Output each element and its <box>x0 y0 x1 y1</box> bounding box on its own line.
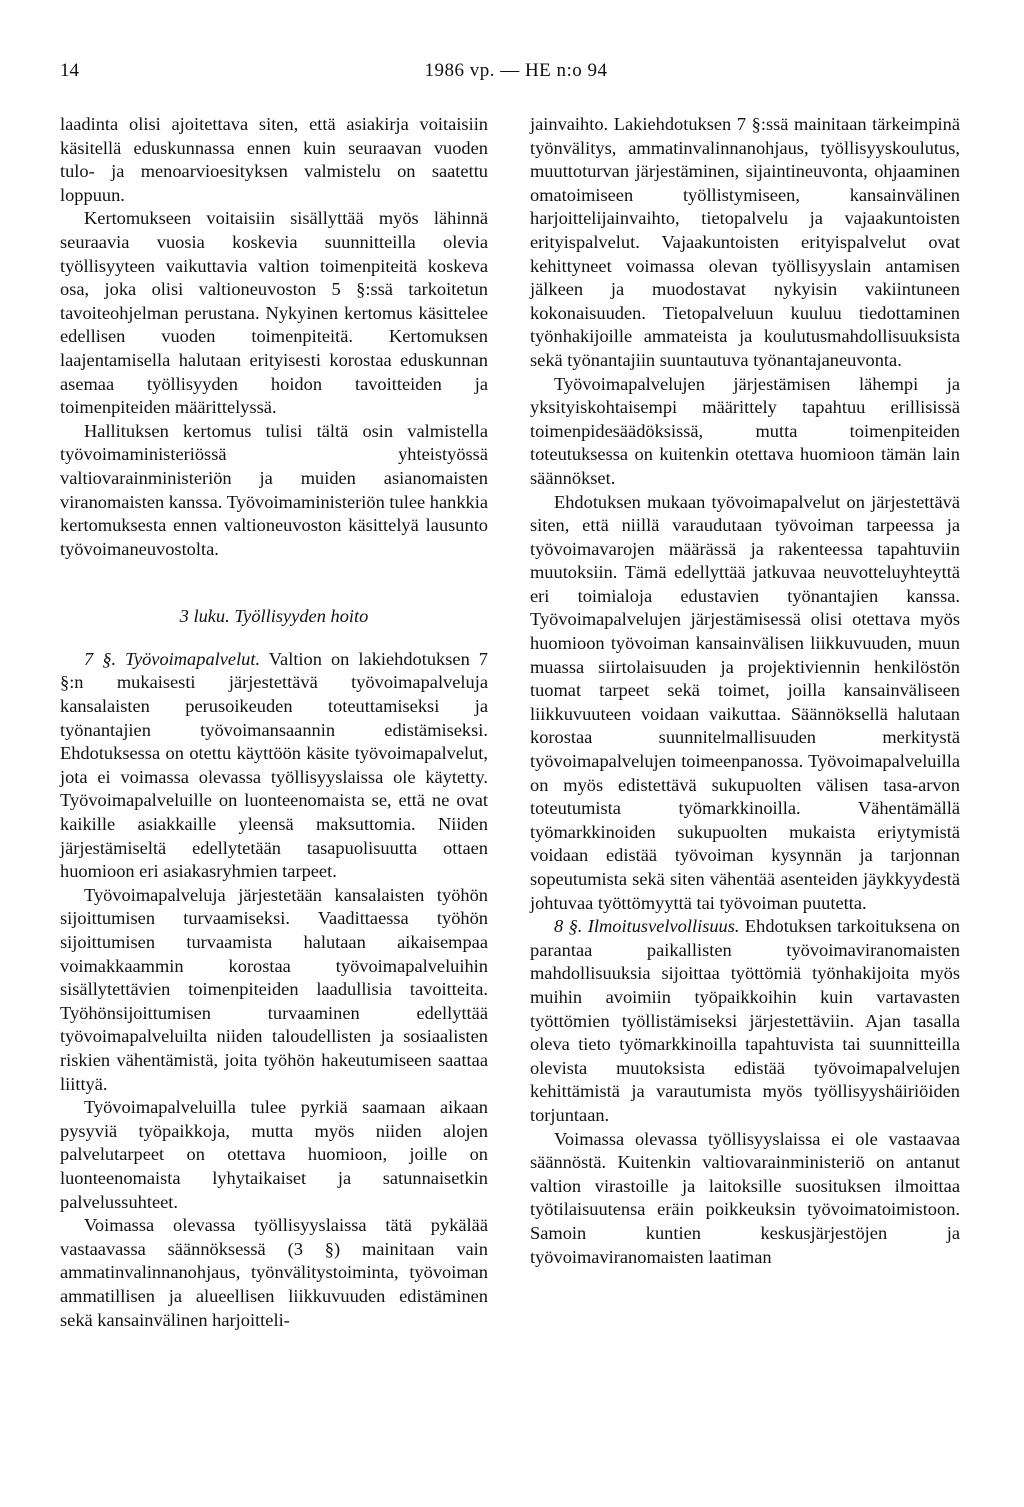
paragraph: Voimassa olevassa työllisyyslaissa tätä pykälää vastaavassa säännöksessä (3 §) mainitaan vain ammatinvalinnanohjaus, työnvälitystoiminta, työvoiman ammatillisen ja alueellisen liikkuvuuden edistäminen sekä kansainvälinen harjoitteli- <box>60 1215 488 1330</box>
chapter-heading: 3 luku. Työllisyyden hoito <box>179 606 369 627</box>
section-title: 7 §. Työvoimapalvelut. <box>84 648 261 669</box>
paragraph: Voimassa olevassa työllisyyslaissa ei ole vastaavaa säännöstä. Kuitenkin valtiovarainministeriö on antanut valtion virastoille ja laitoksille suosituksen ilmoittaa työtilaisuutensa eräin poikkeuksin työvoimatoimistoon. Samoin kuntien keskusjärjestöjen ja työvoimaviranomaisten laatiman <box>530 1128 960 1267</box>
paragraph: laadinta olisi ajoitettava siten, että asiakirja voitaisiin käsitellä eduskunnassa ennen kuin seuraavan vuoden tulo- ja menoarvioesityksen valmistelu on saatettu loppuun. <box>60 114 488 205</box>
section-body: Ehdotuksen tarkoituksena on parantaa paikallisten työvoimaviranomaisten mahdollisuuksia sijoittaa työttömiä työnhakijoita myös muihin avoimiin työpaikkoihin kuin vartavasten työttömien työllistämiseksi järjestettäviin. Ajan tasalla oleva tieto työmarkkinoilla tapahtuvista tai suunnitteilla olevista muutoksista edistää työvoimapalvelujen kehittämistä ja varautumista myös työllisyyshäiriöiden torjuntaan. <box>530 916 961 1125</box>
page-number: 14 <box>60 60 79 81</box>
paragraph: Työvoimapalvelujen järjestämisen lähempi ja yksityiskohtaisempi määrittely tapahtuu erillisissä toimenpidesäädöksissä, mutta toimenpiteiden toteutuksessa on kuitenkin otettava huomioon tämän lain säännökset. <box>530 373 960 488</box>
paragraph: Kertomukseen voitaisiin sisällyttää myös lähinnä seuraavia vuosia koskevia suunnitteilla olevia työllisyyteen vaikuttavia valtion toimenpiteitä koskeva osa, joka olisi valtioneuvoston 5 §:ssä tarkoitetun tavoiteohjelman perustana. Nykyinen kertomus käsittelee edellisen vuoden toimenpiteitä. Kertomuksen laajentamisella halutaan erityisesti korostaa eduskunnan asemaa työllisyyden hoidon tavoitteiden ja toimenpiteiden määrittelyssä. <box>60 208 488 418</box>
paragraph: Ehdotuksen mukaan työvoimapalvelut on järjestettävä siten, että niillä varaudutaan työvoiman tarpeessa ja työvoimavarojen määrässä ja rakenteessa tapahtuviin muutoksiin. Tämä edellyttää jatkuvaa neuvotteluyhteyttä eri toimialoja edustavien työnantajien kanssa. Työvoimapalvelujen järjestämisessä olisi otettava myös huomioon työvoiman kansainvälisen liikkuvuuden, muun muassa siirtolaisuuden ja projektiviennin henkilöstön tuomat tarpeet sekä toimet, joilla kansainväliseen liikkuvuuteen voidaan vaikuttaa. Säännöksellä halutaan korostaa suunnitelmallisuuden merkitystä työvoimapalvelujen toimeenpanossa. Työvoimapalveluilla on myös edistettävä sukupuolten välisen tasa-arvon toteutumista työmarkkinoilla. Vähentämällä työmarkkinoiden sukupuolten mukaista eriytymistä voidaan edistää työvoiman kysynnän ja tarjonnan sopeutumista sekä siten vähentää asenteiden jäykkyydestä johtuvaa työttömyyttä tai työvoiman puutetta. <box>530 491 960 913</box>
paragraph: Työvoimapalveluja järjestetään kansalaisten työhön sijoittumisen turvaamiseksi. Vaadittaessa työhön sijoittumisen turvaamista halutaan aikaisempaa voimakkaammin korostaa työvoimapalveluihin sisällytettävien toimenpiteiden laadullisia tavoitteita. Työhönsijoittumisen turvaaminen edellyttää työvoimapalveluilta niiden taloudellisten ja sosiaalisten riskien vähentämistä, joita työhön hakeutumiseen saattaa liittyä. <box>60 884 488 1094</box>
paragraph: Hallituksen kertomus tulisi tältä osin valmistella työvoimaministeriössä yhteistyössä valtiovarainministeriön ja muiden asianomaisten viranomaisten kanssa. Työvoimaministeriön tulee hankkia kertomuksesta ennen valtioneuvoston käsittelyä lausunto työvoimaneuvostolta. <box>60 420 488 559</box>
paragraph <box>60 648 488 884</box>
section-title: 8 §. Ilmoitusvelvollisuus. <box>554 916 740 937</box>
paragraph: jainvaihto. Lakiehdotuksen 7 §:ssä mainitaan tärkeimpinä työnvälitys, ammatinvalinnanohjaus, työllisyyskoulutus, muuttoturvan järjestäminen, sijaintineuvonta, ohjaaminen omatoimiseen työllistymiseen, kansainvälinen harjoittelijainvaihto, tietopalvelu ja vajaakuntoisten erityispalvelut. Vajaakuntoisten erityispalvelut ovat kehittyneet voimassa olevan työllisyyslain antamisen jälkeen ja muodostavat nykyisin vakiintuneen kokonaisuuden. Tietopalveluun kuuluu tiedottaminen työnhakijoille ammateista ja koulutusmahdollisuuksista sekä työnantajiin suuntautuva työnantajaneuvonta. <box>530 114 960 370</box>
page-header <box>60 60 972 90</box>
section-body: Valtion on lakiehdotuksen 7 §:n mukaisesti järjestettävä työvoimapalveluja kansalaisten perusoikeuden toteuttamiseksi ja työnantajien työvoimansaannin edistämiseksi. Ehdotuksessa on otettu käyttöön käsite työvoimapalvelut, jota ei voimassa olevassa työllisyyslaissa ole käytetty. Työvoimapalveluille on luonteenomaista se, että ne ovat kaikille asiakkaille yleensä maksuttomia. Niiden järjestämiseltä edellytetään tasapuolisuutta ottaen huomioon eri asiakasryhmien tarpeet. <box>60 648 489 882</box>
running-title: 1986 vp. — HE n:o 94 <box>424 60 608 81</box>
paragraph: Työvoimapalveluilla tulee pyrkiä saamaan aikaan pysyviä työpaikkoja, mutta myös niiden alojen palvelutarpeet on otettava huomioon, joille on luonteenomaista lyhytaikaiset ja satunnaisetkin palvelussuhteet. <box>60 1097 488 1212</box>
left-column <box>60 113 488 1332</box>
paragraph <box>530 915 960 1127</box>
right-column <box>530 113 960 1269</box>
